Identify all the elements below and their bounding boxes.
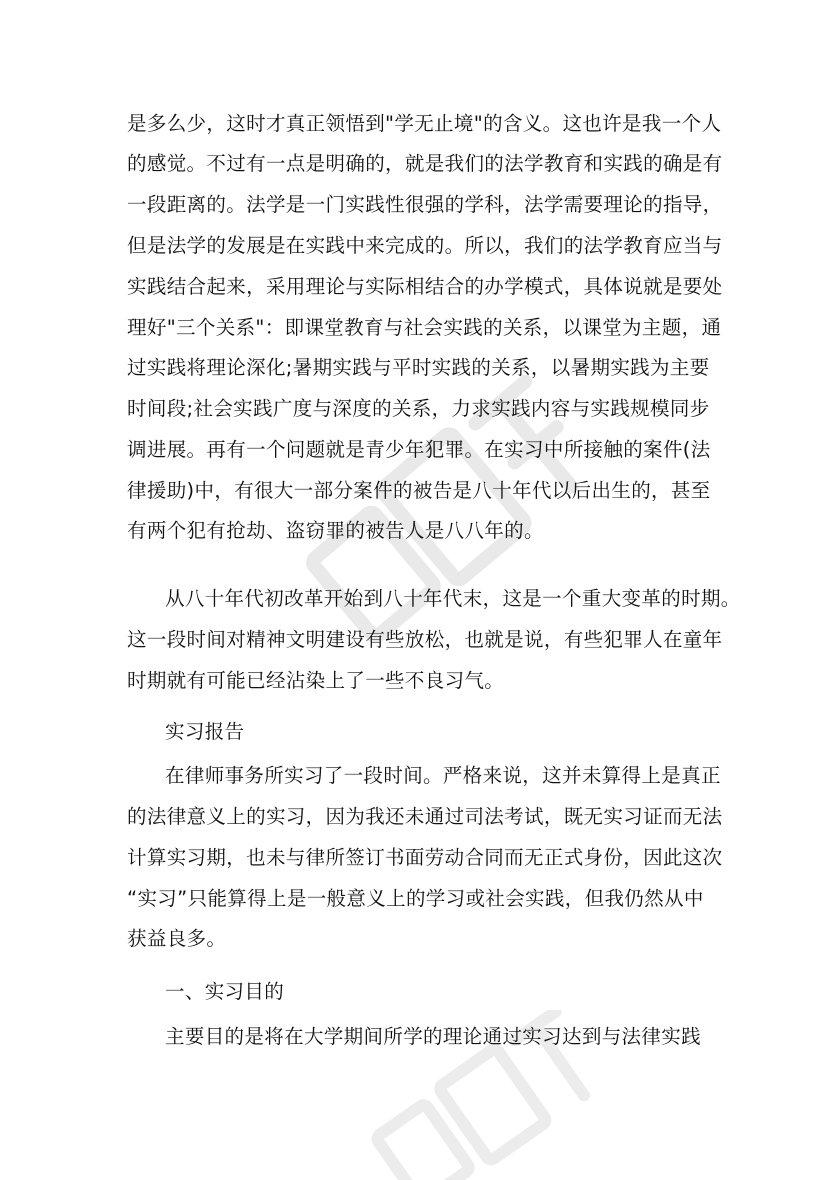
paragraph-line: 时间段;社会实践广度与深度的关系，力求实践内容与实践规模同步 <box>127 397 710 420</box>
paragraph-line: 过实践将理论深化;暑期实践与平时实践的关系，以暑期实践为主要 <box>127 356 710 379</box>
paragraph-line: 理好"三个关系"：即课堂教育与社会实践的关系，以课堂为主题，通 <box>127 316 722 339</box>
paragraph-line: 调进展。再有一个问题就是青少年犯罪。在实习中所接触的案件(法 <box>127 438 711 461</box>
section-heading: 一、实习目的 <box>165 980 285 1003</box>
paragraph-line: 计算实习期，也未与律所签订书面劳动合同而无正式身份，因此这次 <box>127 846 723 869</box>
paragraph-line: 有两个犯有抢劫、盗窃罪的被告人是八八年的。 <box>127 519 544 542</box>
section-title: 实习报告 <box>165 720 245 743</box>
paragraph-line: 的感觉。不过有一点是明确的，就是我们的法学教育和实践的确是有 <box>127 152 723 175</box>
paragraph-line: 实践结合起来，采用理论与实际相结合的办学模式，具体说就是要处 <box>127 275 723 298</box>
paragraph-line: “实习”只能算得上是一般意义上的学习或社会实践，但我仍然从中 <box>127 887 704 910</box>
paragraph-line: 一段距离的。法学是一门实践性很强的学科，法学需要理论的指导， <box>127 193 723 216</box>
paragraph-line: 获益良多。 <box>127 927 227 950</box>
paragraph-line: 律援助)中，有很大一部分案件的被告是八十年代以后出生的，甚至 <box>127 479 711 502</box>
paragraph-line: 这一段时间对精神文明建设有些放松，也就是说，有些犯罪人在童年 <box>127 628 723 651</box>
paragraph-line: 的法律意义上的实习，因为我还未通过司法考试，既无实习证而无法 <box>127 805 723 828</box>
paragraph-line: 从八十年代初改革开始到八十年代末，这是一个重大变革的时期。 <box>165 587 741 610</box>
paragraph-line: 在律师事务所实习了一段时间。严格来说，这并未算得上是真正 <box>165 764 721 787</box>
paragraph-line: 时期就有可能已经沾染上了一些不良习气。 <box>127 669 505 692</box>
paragraph-line: 但是法学的发展是在实践中来完成的。所以，我们的法学教育应当与 <box>127 234 723 257</box>
paragraph-line: 是多么少，这时才真正领悟到"学无止境"的含义。这也许是我一个人 <box>127 112 722 135</box>
paragraph-line: 主要目的是将在大学期间所学的理论通过实习达到与法律实践 <box>165 1025 701 1048</box>
